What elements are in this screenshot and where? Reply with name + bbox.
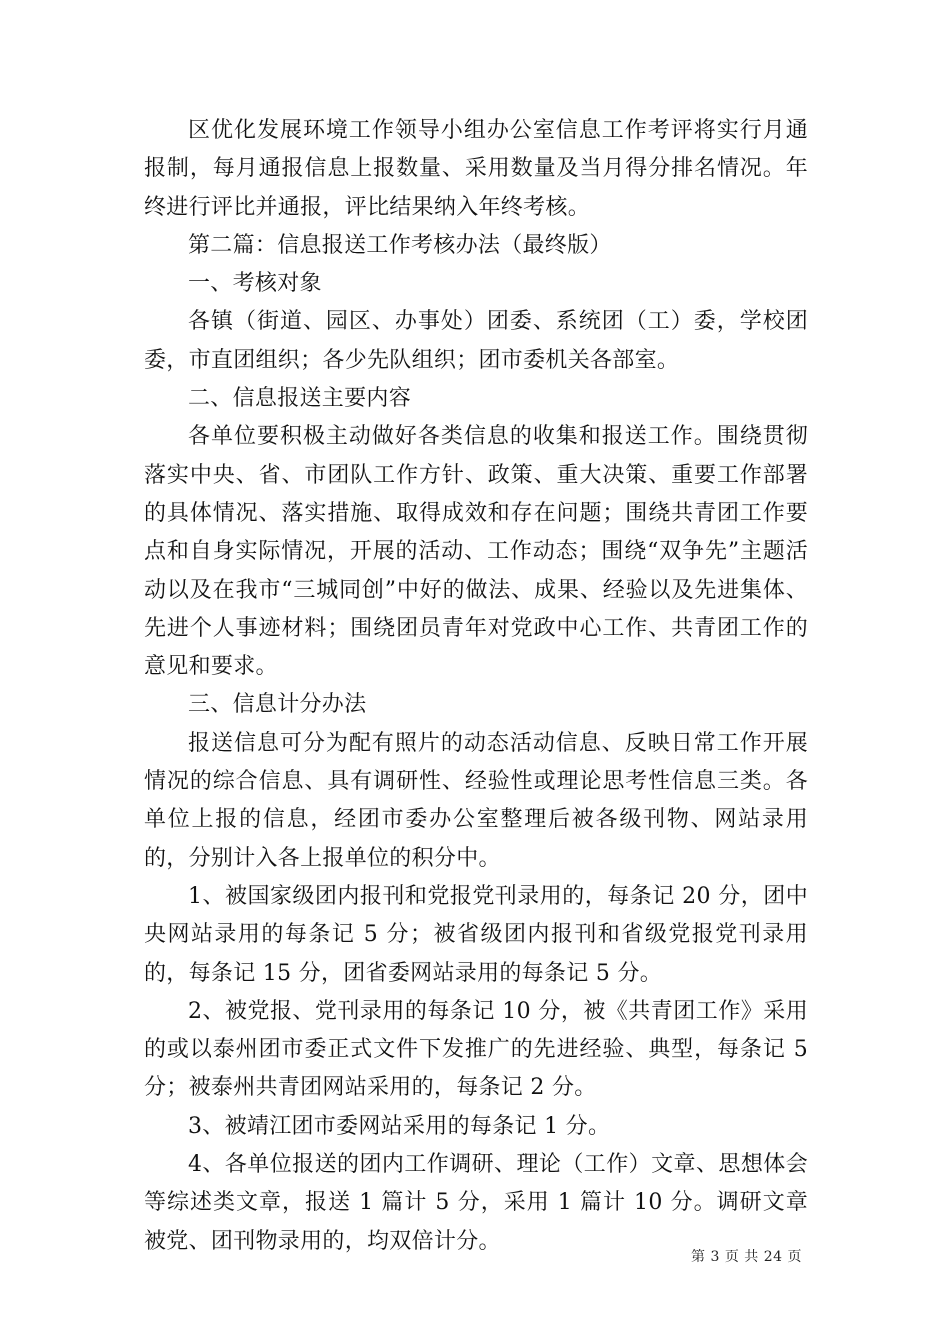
page-number-footer: 第 3 页 共 24 页 bbox=[691, 1249, 802, 1265]
paragraph-assessment-target: 各镇（街道、园区、办事处）团委、系统团（工）委，学校团委，市直团组织；各少先队组织；团市委机关各部室。 bbox=[144, 309, 808, 373]
scoring-rule-3: 3、被靖江团市委网站采用的每条记 1 分。 bbox=[188, 1113, 611, 1139]
scoring-rule-1: 1、被国家级团内报刊和党报党刊录用的，每条记 20 分，团中央网站录用的每条记 5 分；被省级团内报刊和省级党报党刊录用的，每条记 15 分，团省委网站录用的每条记 5 分。 bbox=[144, 883, 808, 986]
heading-assessment-target: 一、考核对象 bbox=[188, 271, 322, 297]
heading-scoring-method: 三、信息计分办法 bbox=[188, 692, 367, 718]
scoring-rule-4: 4、各单位报送的团内工作调研、理论（工作）文章、思想体会等综述类文章，报送 1 篇计 5 分，采用 1 篇计 10 分。调研文章被党、团刊物录用的，均双倍计分。 bbox=[144, 1152, 808, 1254]
heading-main-content: 二、信息报送主要内容 bbox=[188, 386, 412, 412]
paragraph-main-content: 各单位要积极主动做好各类信息的收集和报送工作。围绕贯彻落实中央、省、市团队工作方针、政策、重大决策、重要工作部署的具体情况、落实措施、取得成效和存在问题；围绕共青团工作要点和自身实际情况，开展的活动、工作动态；围绕“双争先”主题活动以及在我市“三城同创”中好的做法、成果、经验以及先进集体、先进个人事迹材料；围绕团员青年对党政中心工作、共青团工作的意见和要求。 bbox=[144, 424, 808, 680]
scoring-rule-2: 2、被党报、党刊录用的每条记 10 分，被《共青团工作》采用的或以泰州团市委正式文件下发推广的先进经验、典型，每条记 5 分；被泰州共青团网站采用的，每条记 2 分。 bbox=[144, 998, 808, 1101]
section-title: 第二篇：信息报送工作考核办法（最终版） bbox=[188, 232, 612, 258]
paragraph-scoring-method: 报送信息可分为配有照片的动态活动信息、反映日常工作开展情况的综合信息、具有调研性、经验性或理论思考性信息三类。各单位上报的信息，经团市委办公室整理后被各级刊物、网站录用的，分别计入各上报单位的积分中。 bbox=[144, 730, 808, 871]
paragraph-continuation: 区优化发展环境工作领导小组办公室信息工作考评将实行月通报制，每月通报信息上报数量、采用数量及当月得分排名情况。年终进行评比并通报，评比结果纳入年终考核。 bbox=[144, 118, 808, 220]
document-body bbox=[144, 112, 808, 1261]
